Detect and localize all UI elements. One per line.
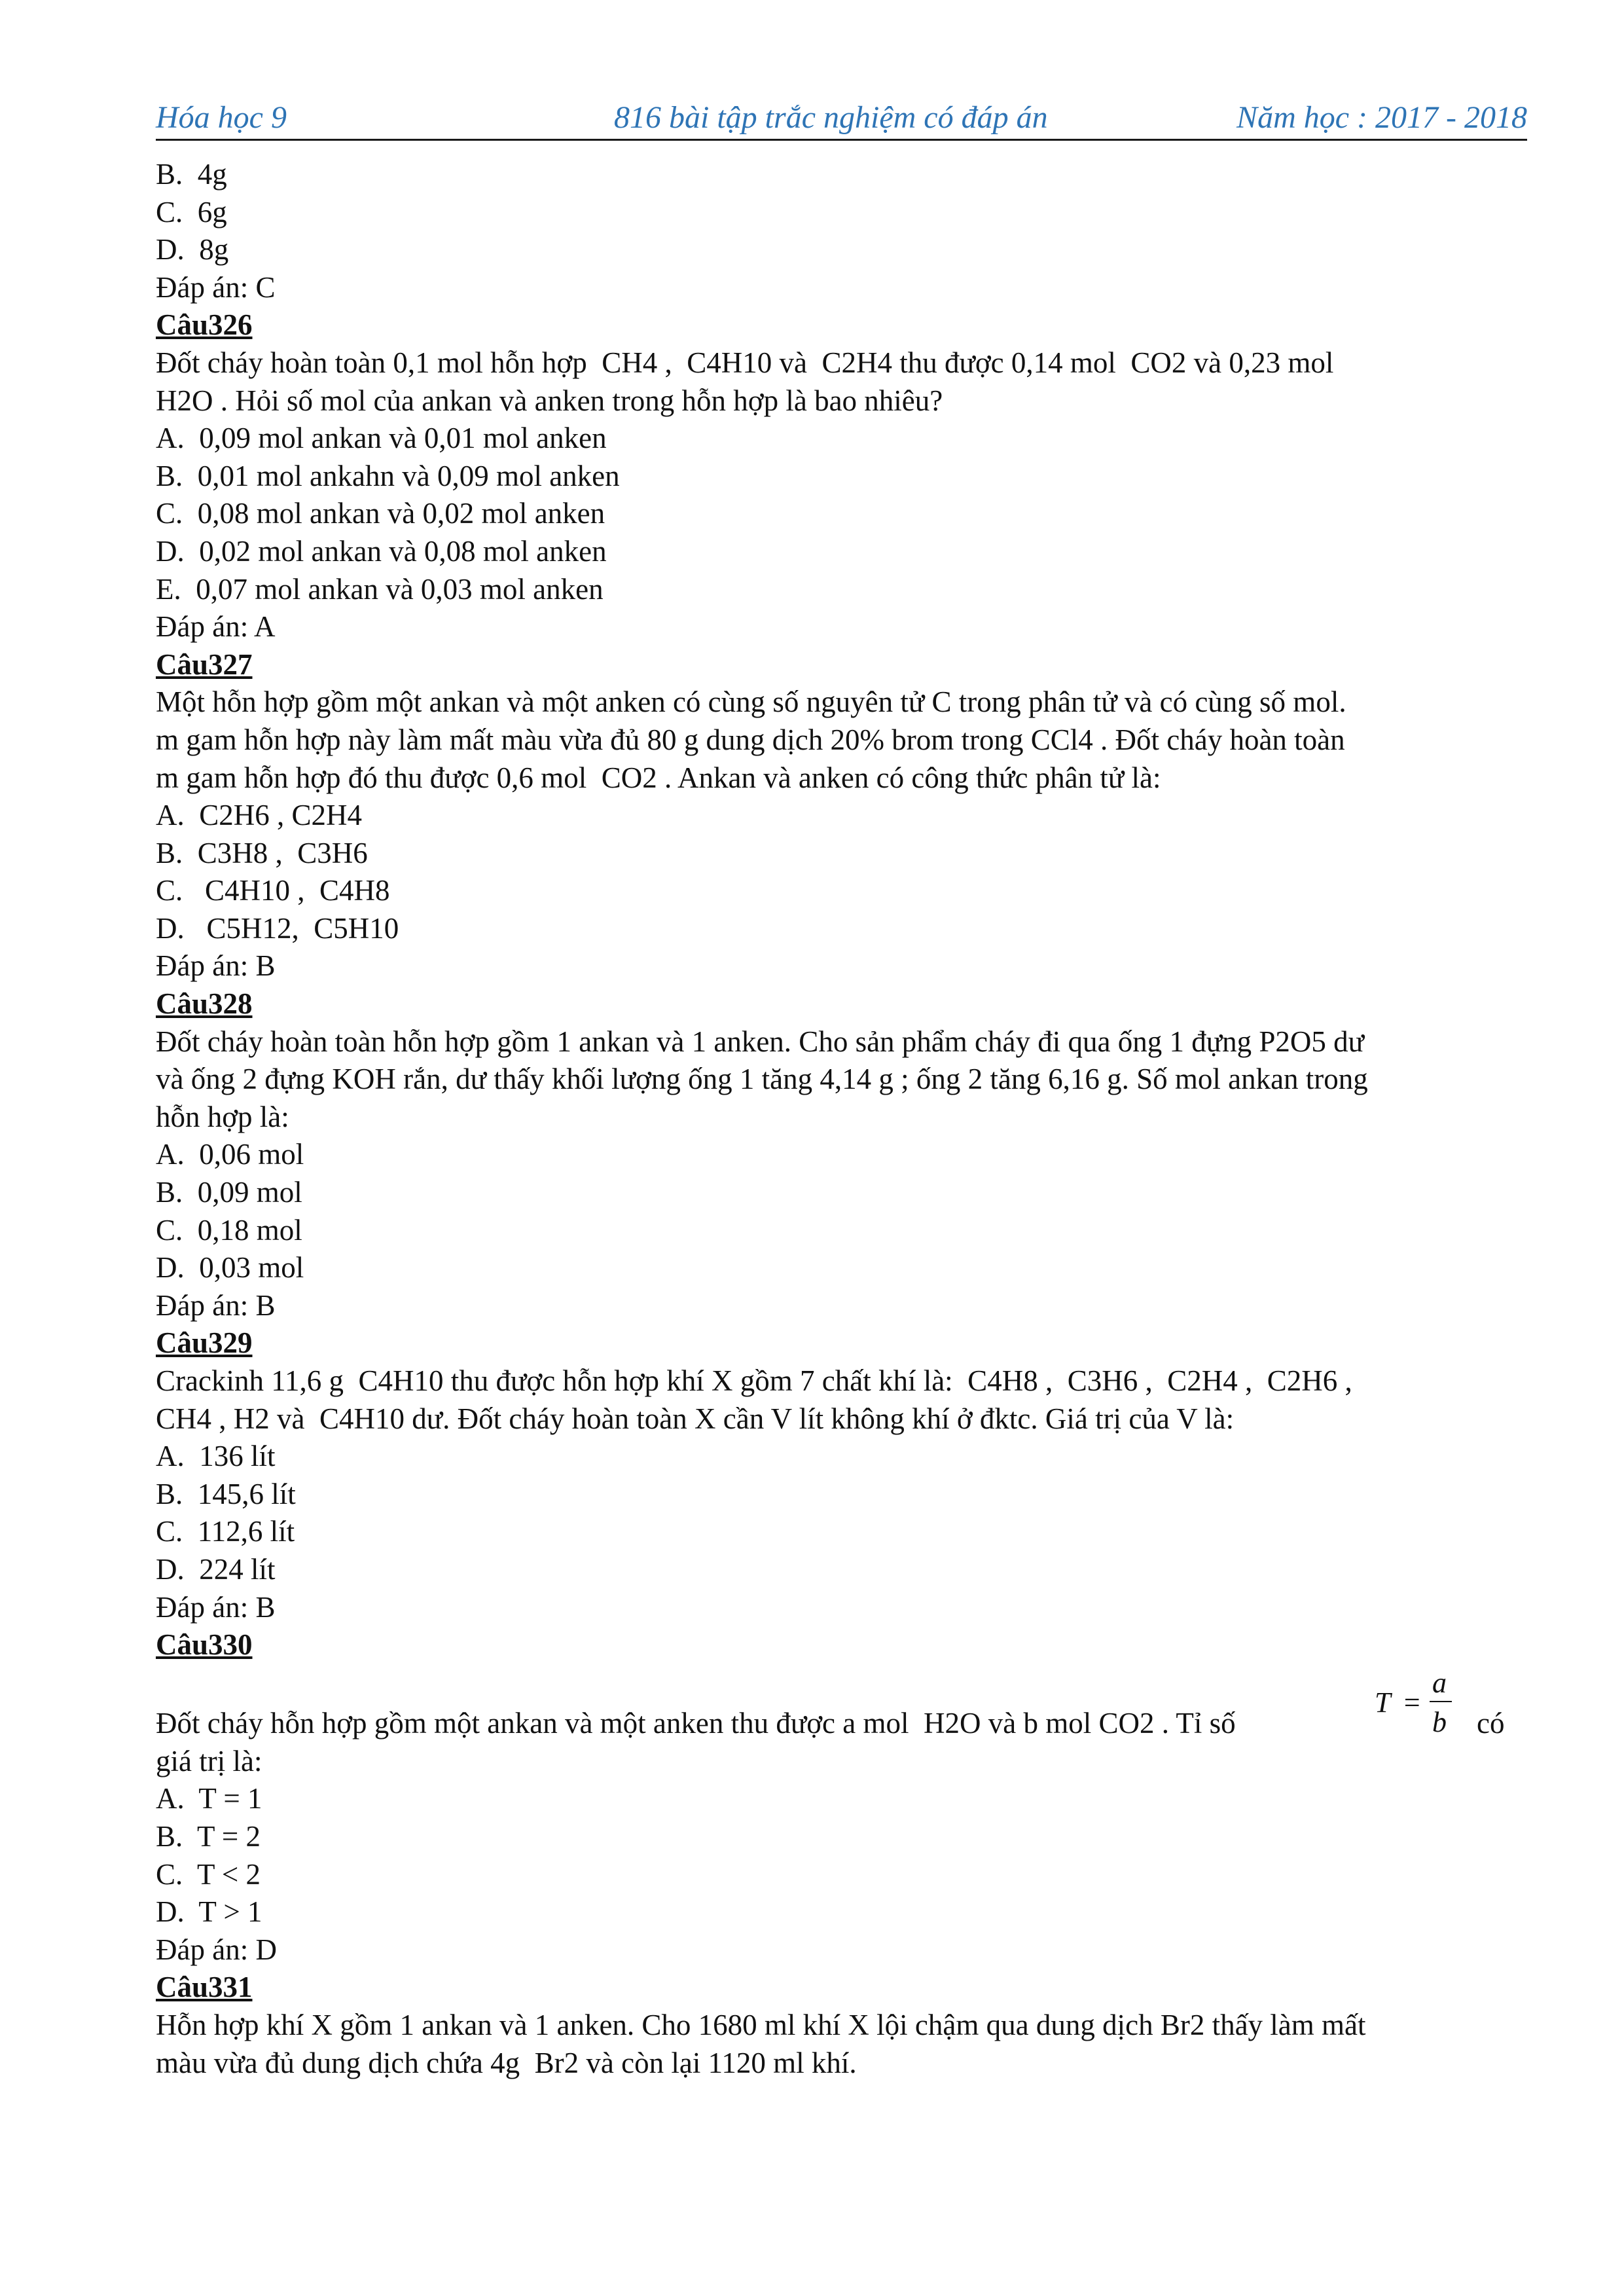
option: A. 0,06 mol	[156, 1138, 304, 1171]
option: C. 0,08 mol ankan và 0,02 mol anken	[156, 497, 605, 530]
question-title: Câu330	[156, 1628, 253, 1662]
question-text: Một hỗn hợp gồm một ankan và một anken có cùng số nguyên tử C trong phân tử và có cùng số mol.	[156, 685, 1346, 719]
question-text: có	[1477, 1706, 1505, 1740]
option: B. 0,09 mol	[156, 1176, 302, 1209]
question-text: giá trị là:	[156, 1744, 262, 1777]
option: A. C2H6 , C2H4	[156, 799, 363, 832]
option: B. 4g	[156, 158, 227, 191]
answer: Đáp án: B	[156, 1288, 276, 1322]
answer: Đáp án: B	[156, 1590, 276, 1624]
question-title: Câu328	[156, 987, 253, 1021]
question-text: Đốt cháy hỗn hợp gồm một ankan và một anken thu được a mol H2O và b mol CO2 . Tỉ số	[156, 1706, 1236, 1740]
ratio-formula	[1375, 1664, 1453, 1743]
fraction-bar	[1430, 1701, 1452, 1702]
document-body	[156, 156, 1527, 2082]
formula-lhs: T	[1375, 1686, 1391, 1719]
option: D. T > 1	[156, 1895, 262, 1929]
option: A. T = 1	[156, 1782, 262, 1815]
question-text: H2O . Hỏi số mol của ankan và anken trong hỗn hợp là bao nhiêu?	[156, 384, 943, 417]
option: D. 0,03 mol	[156, 1251, 304, 1285]
question-text: Đốt cháy hoàn toàn 0,1 mol hỗn hợp CH4 , C4H10 và C2H4 thu được 0,14 mol CO2 và 0,23 mol	[156, 346, 1334, 379]
option: A. 0,09 mol ankan và 0,01 mol anken	[156, 422, 607, 455]
option: B. T = 2	[156, 1819, 261, 1853]
option: D. C5H12, C5H10	[156, 911, 399, 945]
question-text: Đốt cháy hoàn toàn hỗn hợp gồm 1 ankan và 1 anken. Cho sản phẩm cháy đi qua ống 1 đựng P2O5 dư	[156, 1025, 1365, 1058]
question-text: Crackinh 11,6 g C4H10 thu được hỗn hợp khí X gồm 7 chất khí là: C4H8 , C3H6 , C2H4 , C2H6 ,	[156, 1364, 1352, 1397]
formula-numerator: a	[1432, 1666, 1447, 1699]
question-text: m gam hỗn hợp này làm mất màu vừa đủ 80 g dung dịch 20% brom trong CCl4 . Đốt cháy hoàn toàn	[156, 723, 1345, 756]
question-title: Câu326	[156, 308, 253, 342]
option: B. 0,01 mol ankahn và 0,09 mol anken	[156, 459, 620, 492]
option: C. T < 2	[156, 1857, 261, 1891]
option: B. C3H8 , C3H6	[156, 836, 368, 869]
option: D. 224 lít	[156, 1552, 276, 1586]
answer: Đáp án: D	[156, 1933, 277, 1966]
question-text: m gam hỗn hợp đó thu được 0,6 mol CO2 . Ankan và anken có công thức phân tử là:	[156, 761, 1161, 794]
question-title: Câu331	[156, 1971, 253, 2004]
formula-equals: =	[1402, 1686, 1422, 1719]
question-title: Câu329	[156, 1326, 253, 1360]
option: C. 0,18 mol	[156, 1213, 302, 1247]
option: C. C4H10 , C4H8	[156, 874, 390, 907]
question-text-with-formula	[156, 1664, 1527, 1743]
question-text: hỗn hợp là:	[156, 1100, 289, 1133]
option: C. 6g	[156, 195, 227, 228]
option: B. 145,6 lít	[156, 1477, 296, 1510]
page-header	[156, 98, 1527, 141]
option: E. 0,07 mol ankan và 0,03 mol anken	[156, 572, 604, 606]
answer: Đáp án: B	[156, 949, 276, 983]
question-title: Câu327	[156, 647, 253, 681]
option: D. 0,02 mol ankan và 0,08 mol anken	[156, 534, 607, 568]
option: A. 136 lít	[156, 1440, 276, 1473]
header-title: 816 bài tập trắc nghiệm có đáp án	[614, 100, 1048, 135]
answer: Đáp án: A	[156, 610, 276, 644]
option: C. 112,6 lít	[156, 1515, 295, 1548]
question-text: và ống 2 đựng KOH rắn, dư thấy khối lượng ống 1 tăng 4,14 g ; ống 2 tăng 6,16 g. Số mol ankan trong	[156, 1063, 1368, 1096]
question-text: Hỗn hợp khí X gồm 1 ankan và 1 anken. Cho 1680 ml khí X lội chậm qua dung dịch Br2 thấy làm mất	[156, 2008, 1366, 2041]
formula-denominator: b	[1432, 1705, 1447, 1738]
answer: Đáp án: C	[156, 270, 276, 304]
option: D. 8g	[156, 233, 229, 266]
header-school-year: Năm học : 2017 - 2018	[1236, 100, 1527, 135]
question-text: màu vừa đủ dung dịch chứa 4g Br2 và còn lại 1120 ml khí.	[156, 2046, 857, 2079]
header-subject: Hóa học 9	[156, 100, 287, 135]
question-text: CH4 , H2 và C4H10 dư. Đốt cháy hoàn toàn X cần V lít không khí ở đktc. Giá trị của V là:	[156, 1402, 1235, 1435]
